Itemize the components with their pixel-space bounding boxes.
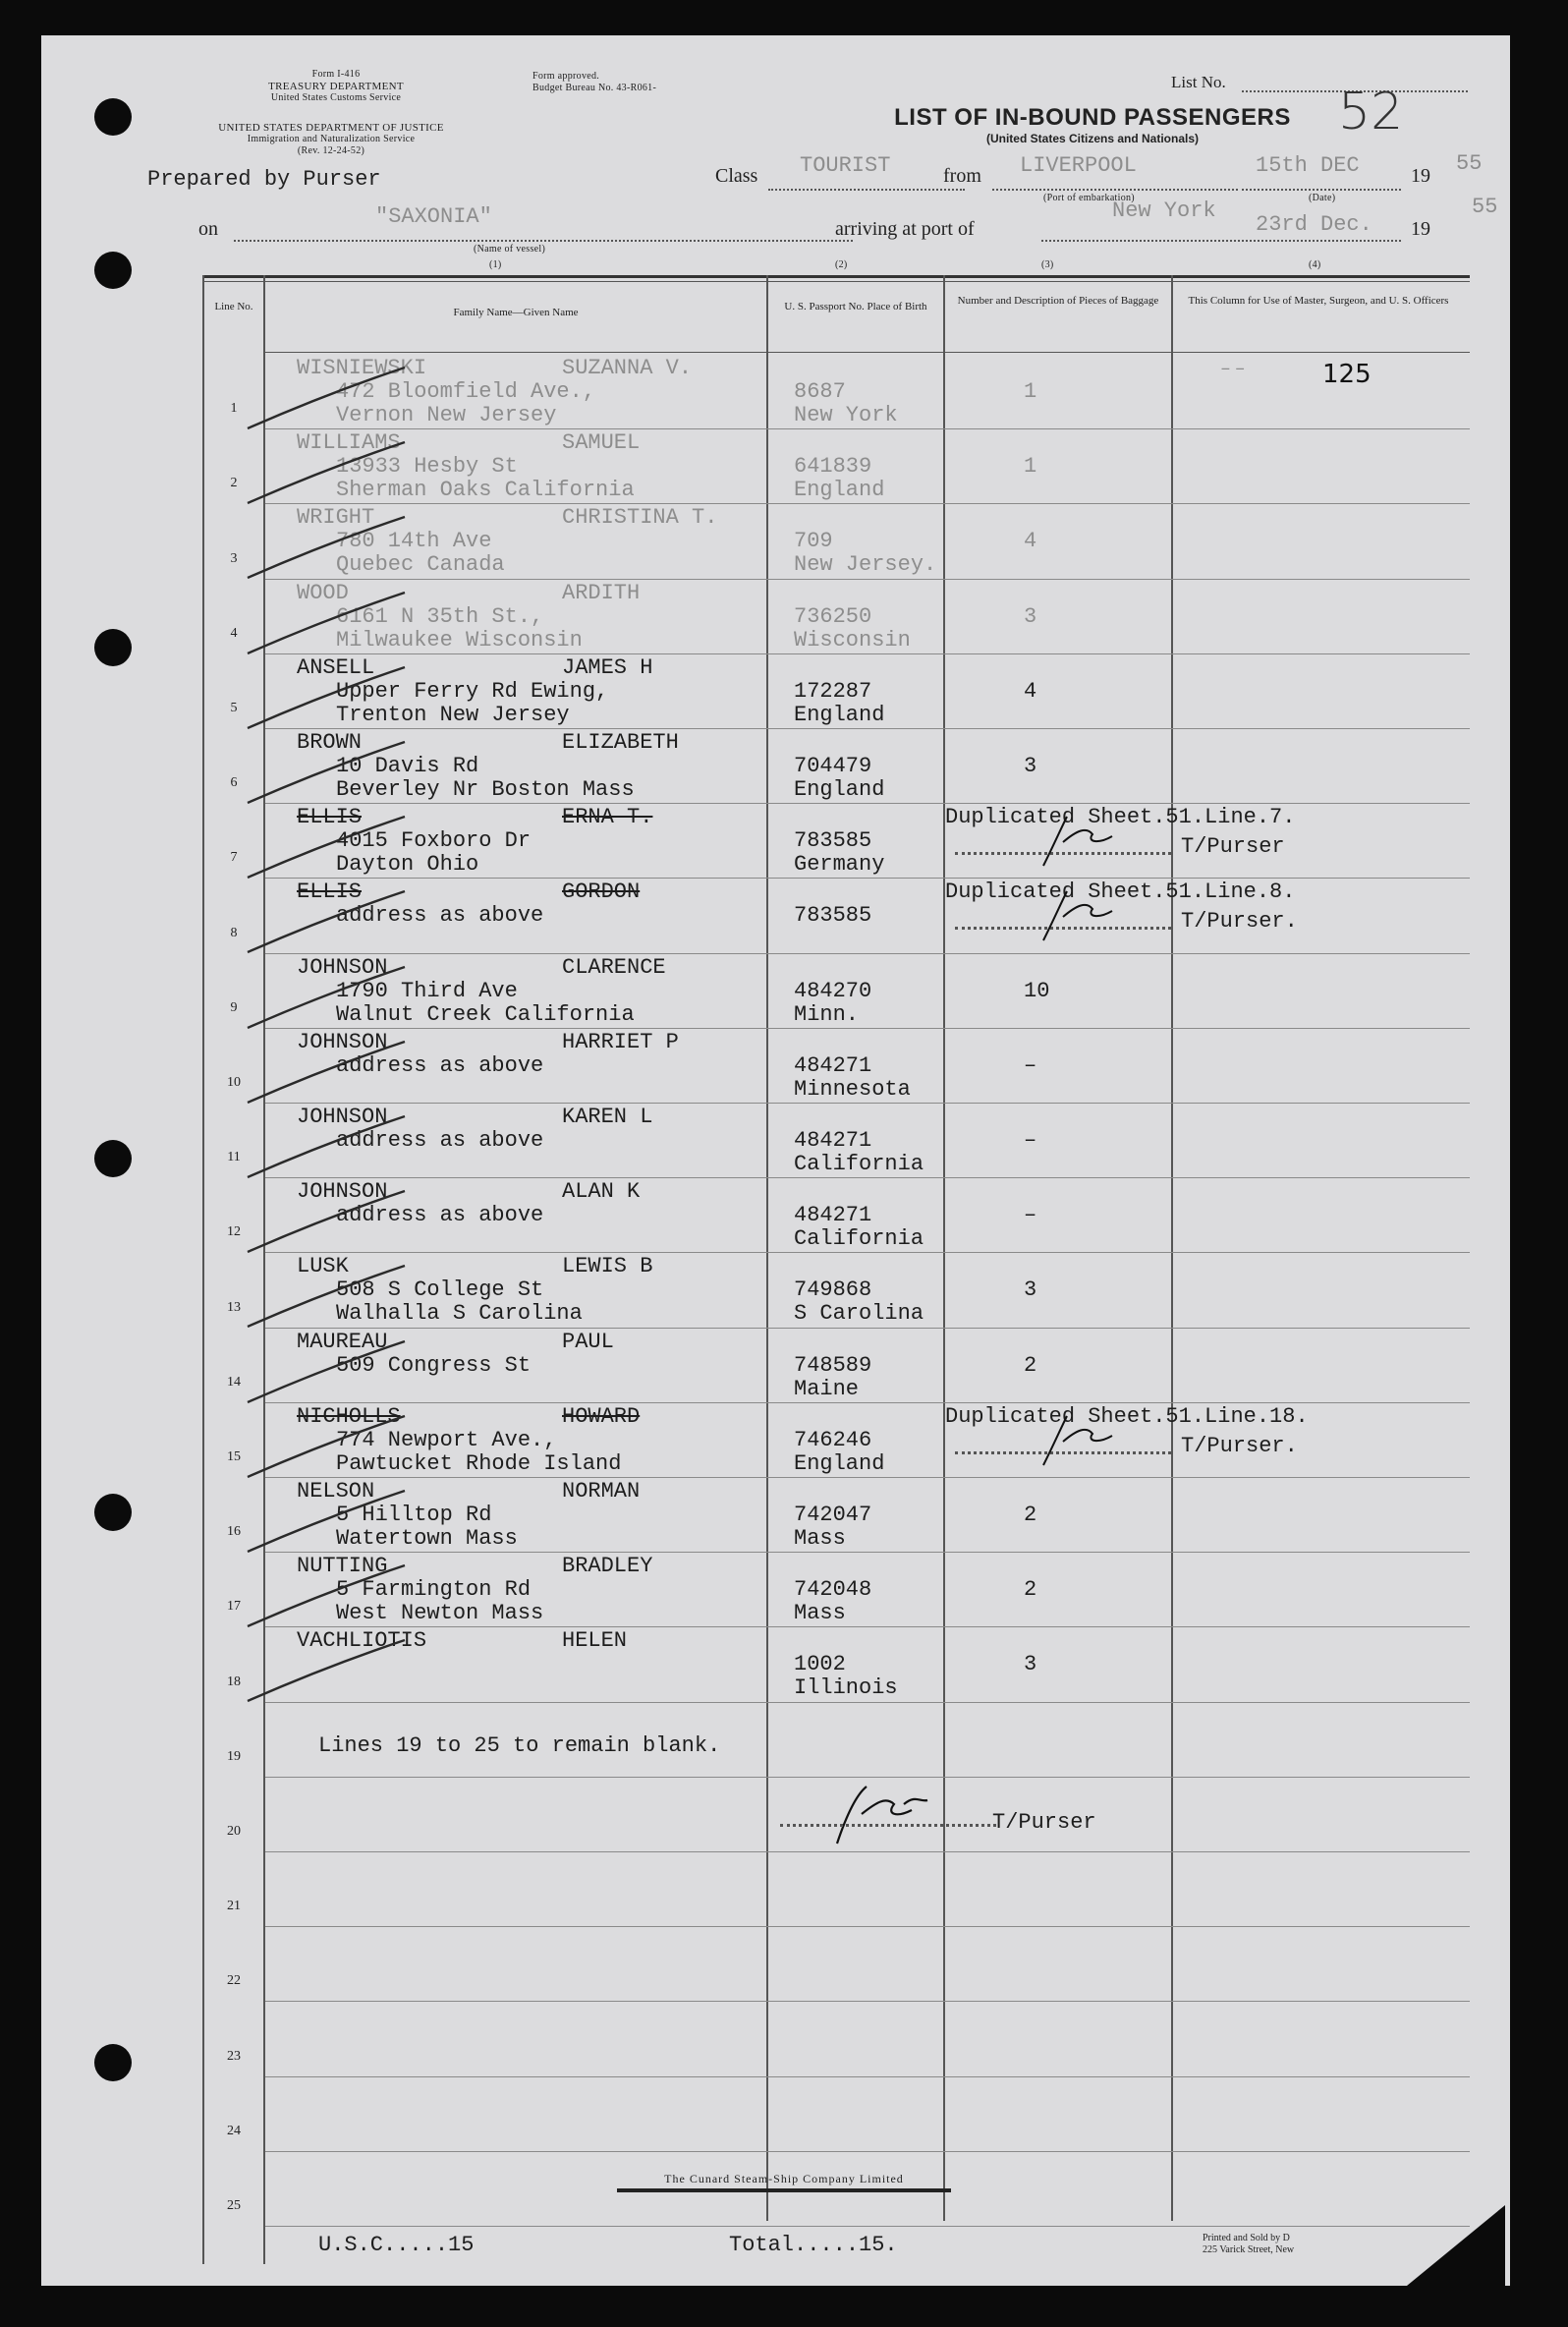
header-line-no: Line No. xyxy=(214,301,253,312)
checkoff-stroke xyxy=(238,358,415,436)
row-rule xyxy=(265,1103,1470,1104)
row-rule xyxy=(265,579,1470,580)
line-number: 14 xyxy=(227,1375,241,1390)
page-title: LIST OF IN-BOUND PASSENGERS xyxy=(894,104,1291,131)
line-number: 17 xyxy=(227,1599,241,1614)
line-number: 24 xyxy=(227,2124,241,2138)
given-name: SAMUEL xyxy=(562,430,641,455)
arrival-date: 23rd Dec. xyxy=(1256,212,1372,237)
checkoff-stroke xyxy=(238,507,415,586)
baggage-count: 3 xyxy=(1024,754,1037,778)
baggage-count: 10 xyxy=(1024,979,1050,1003)
address-line-1: 5 Farmington Rd xyxy=(336,1577,532,1602)
row-rule xyxy=(265,1252,1470,1253)
place-of-birth: New York xyxy=(794,403,898,427)
baggage-count: 3 xyxy=(1024,1652,1037,1676)
row-rule xyxy=(265,1177,1470,1178)
passport-number: 783585 xyxy=(794,903,872,928)
passport-number: 749868 xyxy=(794,1277,872,1302)
checkoff-stroke xyxy=(238,1256,415,1334)
baggage-count: 2 xyxy=(1024,1353,1037,1378)
from-value: LIVERPOOL xyxy=(1020,153,1137,178)
col-num-3: (3) xyxy=(1041,259,1054,270)
passport-number: 8687 xyxy=(794,379,846,404)
table-left-border xyxy=(202,275,204,2264)
address-line-2: West Newton Mass xyxy=(336,1601,544,1625)
row-rule xyxy=(265,1402,1470,1403)
line-number: 22 xyxy=(227,1973,241,1988)
checkoff-stroke xyxy=(238,657,415,736)
row-rule xyxy=(265,503,1470,504)
checkoff-stroke xyxy=(238,432,415,511)
usc-count: U.S.C.....15 xyxy=(318,2233,475,2257)
justice-block xyxy=(198,122,464,157)
row-rule xyxy=(265,2151,1470,2152)
address-line-2: Watertown Mass xyxy=(336,1526,518,1551)
col-num-1: (1) xyxy=(489,259,502,270)
address-line-1: 508 S College St xyxy=(336,1277,544,1302)
on-label: on xyxy=(198,218,218,240)
row-rule xyxy=(265,878,1470,879)
row-rule xyxy=(265,728,1470,729)
punch-hole xyxy=(94,2044,132,2081)
purser-title: T/Purser. xyxy=(1181,1434,1298,1458)
address-line-2: Pawtucket Rhode Island xyxy=(336,1451,622,1476)
vessel-line xyxy=(234,240,853,242)
baggage-count: – xyxy=(1024,1128,1037,1153)
embark-caption: (Port of embarkation) xyxy=(1043,193,1135,203)
company-name: The Cunard Steam-Ship Company Limited xyxy=(617,2172,951,2192)
baggage-count: 3 xyxy=(1024,604,1037,629)
line-number: 13 xyxy=(227,1300,241,1315)
line-number: 23 xyxy=(227,2049,241,2064)
address-line-1: 10 Davis Rd xyxy=(336,754,479,778)
row-rule xyxy=(265,1552,1470,1553)
treasury-dept: TREASURY DEPARTMENT xyxy=(268,81,404,92)
checkoff-stroke xyxy=(238,732,415,811)
row-rule xyxy=(265,1626,1470,1627)
list-number: 52 xyxy=(1338,83,1404,142)
checkoff-stroke xyxy=(238,1332,415,1410)
given-name: GORDON xyxy=(562,880,641,904)
family-name: ELLIS xyxy=(297,805,363,829)
address-line-2: Vernon New Jersey xyxy=(336,403,557,427)
family-name: WOOD xyxy=(297,581,349,605)
address-line-2: Walhalla S Carolina xyxy=(336,1301,583,1326)
line-number: 16 xyxy=(227,1524,241,1539)
place-of-birth: Wisconsin xyxy=(794,628,911,653)
passport-number: 746246 xyxy=(794,1428,872,1452)
line-number: 1 xyxy=(230,401,238,416)
row-rule xyxy=(265,2226,1470,2227)
line-number: 6 xyxy=(230,775,238,790)
blank-lines-remark: Lines 19 to 25 to remain blank. xyxy=(318,1733,721,1758)
table-top-rule-2 xyxy=(202,281,1470,282)
year-prefix: 19 xyxy=(1411,165,1430,187)
line-number: 3 xyxy=(230,551,238,566)
family-name: JOHNSON xyxy=(297,955,388,980)
passport-number: 783585 xyxy=(794,828,872,853)
row-rule xyxy=(265,1926,1470,1927)
col-num-2: (2) xyxy=(835,259,848,270)
total-count: Total.....15. xyxy=(729,2233,898,2257)
passport-number: 484271 xyxy=(794,1128,872,1153)
line-number: 10 xyxy=(227,1075,241,1090)
place-of-birth: Illinois xyxy=(794,1675,898,1700)
place-of-birth: Germany xyxy=(794,852,885,877)
budget-bureau: Budget Bureau No. 43-R061- xyxy=(532,83,657,93)
given-name: ALAN K xyxy=(562,1179,641,1204)
punch-hole xyxy=(94,1494,132,1531)
header-officers: This Column for Use of Master, Surgeon, and U. S. Officers xyxy=(1188,295,1449,307)
family-name: NELSON xyxy=(297,1479,375,1504)
line-number: 15 xyxy=(227,1449,241,1464)
baggage-count: – xyxy=(1024,1203,1037,1227)
place-of-birth: S Carolina xyxy=(794,1301,924,1326)
given-name: BRADLEY xyxy=(562,1554,653,1578)
place-of-birth: England xyxy=(794,1451,885,1476)
address-line-1: address as above xyxy=(336,1053,544,1078)
address-line-1: Upper Ferry Rd Ewing, xyxy=(336,679,609,704)
checkoff-stroke xyxy=(238,1556,415,1634)
name-divider xyxy=(766,275,768,2221)
line-number: 21 xyxy=(227,1899,241,1913)
line-number: 7 xyxy=(230,850,238,865)
date-value: 15th DEC xyxy=(1256,153,1360,178)
line-number: 9 xyxy=(230,1000,238,1015)
baggage-count: 4 xyxy=(1024,679,1037,704)
line-number: 20 xyxy=(227,1824,241,1839)
table-top-rule xyxy=(202,275,1470,278)
address-line-2: Trenton New Jersey xyxy=(336,703,570,727)
line-number: 25 xyxy=(227,2198,241,2213)
printer-address: 225 Varick Street, New xyxy=(1203,2244,1295,2255)
punch-hole xyxy=(94,252,132,289)
passport-number: 709 xyxy=(794,529,833,553)
baggage-count: 1 xyxy=(1024,454,1037,479)
address-line-1: 4015 Foxboro Dr xyxy=(336,828,532,853)
address-line-1: address as above xyxy=(336,1128,544,1153)
family-name: WILLIAMS xyxy=(297,430,401,455)
family-name: MAUREAU xyxy=(297,1330,388,1354)
checkoff-stroke xyxy=(238,881,415,960)
place-of-birth: California xyxy=(794,1226,924,1251)
punch-hole xyxy=(94,629,132,666)
place-of-birth: England xyxy=(794,703,885,727)
date-line xyxy=(1242,189,1401,191)
checkoff-stroke xyxy=(238,583,415,661)
printer-name: Printed and Sold by D xyxy=(1203,2233,1290,2243)
family-name: BROWN xyxy=(297,730,363,755)
given-name: HELEN xyxy=(562,1628,628,1653)
line-number: 2 xyxy=(230,476,238,490)
folded-corner xyxy=(1407,2205,1505,2286)
given-name: KAREN L xyxy=(562,1105,653,1129)
address-line-1: address as above xyxy=(336,1203,544,1227)
header-passport: U. S. Passport No. Place of Birth xyxy=(784,301,927,312)
passport-number: 1002 xyxy=(794,1652,846,1676)
family-name: WISNIEWSKI xyxy=(297,356,427,380)
page-subtitle: (United States Citizens and Nationals) xyxy=(985,132,1200,145)
passport-number: 484271 xyxy=(794,1053,872,1078)
row-rule xyxy=(265,653,1470,654)
baggage-count: 3 xyxy=(1024,1277,1037,1302)
signature-caption: T/Purser xyxy=(992,1810,1096,1835)
checkoff-stroke xyxy=(238,1181,415,1260)
checkoff-stroke xyxy=(238,1481,415,1560)
form-id-block xyxy=(218,69,454,104)
approval-block xyxy=(532,71,656,94)
class-label: Class xyxy=(715,165,758,187)
purser-title: T/Purser. xyxy=(1181,909,1298,934)
address-line-2: Dayton Ohio xyxy=(336,852,479,877)
duplicate-note: Duplicated Sheet.51.Line.18. xyxy=(945,1404,1309,1429)
arrival-port: New York xyxy=(1112,199,1216,223)
family-name: JOHNSON xyxy=(297,1030,388,1054)
form-approved: Form approved. xyxy=(532,71,600,82)
justice-dept: UNITED STATES DEPARTMENT OF JUSTICE xyxy=(218,122,444,134)
purser-initials xyxy=(1034,1406,1132,1475)
row-rule xyxy=(265,803,1470,804)
checkoff-stroke xyxy=(238,1406,415,1485)
row-rule xyxy=(265,1702,1470,1703)
row-rule xyxy=(265,1328,1470,1329)
passport-number: 484271 xyxy=(794,1203,872,1227)
arriving-label: arriving at port of xyxy=(835,218,975,240)
given-name: SUZANNA V. xyxy=(562,356,693,380)
given-name: ARDITH xyxy=(562,581,641,605)
prepared-by: Prepared by Purser xyxy=(147,167,381,192)
row-rule xyxy=(265,2001,1470,2002)
manifest-sheet xyxy=(41,35,1510,2286)
row-rule xyxy=(265,428,1470,429)
passport-number: 742047 xyxy=(794,1503,872,1527)
given-name: CLARENCE xyxy=(562,955,666,980)
place-of-birth: Mass xyxy=(794,1601,846,1625)
baggage-divider xyxy=(1171,275,1173,2221)
purser-title: T/Purser xyxy=(1181,834,1285,859)
family-name: JOHNSON xyxy=(297,1179,388,1204)
family-name: NICHOLLS xyxy=(297,1404,401,1429)
address-line-1: address as above xyxy=(336,903,544,928)
address-line-1: 472 Bloomfield Ave., xyxy=(336,379,596,404)
given-name: JAMES H xyxy=(562,655,653,680)
given-name: HOWARD xyxy=(562,1404,641,1429)
punch-hole xyxy=(94,1140,132,1177)
family-name: VACHLIOTIS xyxy=(297,1628,427,1653)
official-marks: –– xyxy=(1220,360,1250,379)
checkoff-stroke xyxy=(238,807,415,885)
form-number: Form I-416 xyxy=(311,69,361,80)
purser-initials xyxy=(1034,807,1132,876)
address-line-1: 774 Newport Ave., xyxy=(336,1428,557,1452)
place-of-birth: California xyxy=(794,1152,924,1176)
family-name: LUSK xyxy=(297,1254,349,1278)
address-line-1: 5 Hilltop Rd xyxy=(336,1503,492,1527)
address-line-2: Walnut Creek California xyxy=(336,1002,635,1027)
checkoff-stroke xyxy=(238,957,415,1036)
class-line xyxy=(768,189,965,191)
line-number: 18 xyxy=(227,1674,241,1689)
place-of-birth: Maine xyxy=(794,1377,860,1401)
passport-number: 742048 xyxy=(794,1577,872,1602)
passport-number: 641839 xyxy=(794,454,872,479)
address-line-2: Milwaukee Wisconsin xyxy=(336,628,583,653)
place-of-birth: England xyxy=(794,777,885,802)
given-name: LEWIS B xyxy=(562,1254,653,1278)
baggage-count: 2 xyxy=(1024,1503,1037,1527)
arrival-line xyxy=(1041,240,1401,242)
duplicate-note: Duplicated Sheet.51.Line.8. xyxy=(945,880,1296,904)
purser-signature xyxy=(817,1775,975,1853)
given-name: ELIZABETH xyxy=(562,730,679,755)
vessel-caption: (Name of vessel) xyxy=(474,244,546,255)
address-line-1: 13933 Hesby St xyxy=(336,454,518,479)
checkoff-stroke xyxy=(238,1032,415,1110)
place-of-birth: Minnesota xyxy=(794,1077,911,1102)
rev-date: (Rev. 12-24-52) xyxy=(297,145,365,156)
line-number: 11 xyxy=(227,1150,241,1164)
checkoff-stroke xyxy=(238,1630,415,1709)
passport-number: 172287 xyxy=(794,679,872,704)
class-value: TOURIST xyxy=(800,153,891,178)
given-name: PAUL xyxy=(562,1330,614,1354)
customs-service: United States Customs Service xyxy=(270,92,402,103)
given-name: CHRISTINA T. xyxy=(562,505,718,530)
passport-number: 736250 xyxy=(794,604,872,629)
line-number: 12 xyxy=(227,1224,241,1239)
place-of-birth: England xyxy=(794,478,885,502)
year-value: 55 xyxy=(1456,151,1483,176)
passport-number: 748589 xyxy=(794,1353,872,1378)
line-number: 4 xyxy=(230,626,238,641)
baggage-count: 1 xyxy=(1024,379,1037,404)
header-bottom-rule xyxy=(265,352,1470,353)
family-name: WRIGHT xyxy=(297,505,375,530)
place-of-birth: Minn. xyxy=(794,1002,860,1027)
family-name: JOHNSON xyxy=(297,1105,388,1129)
duplicate-note: Duplicated Sheet.51.Line.7. xyxy=(945,805,1296,829)
vessel-name: "SAXONIA" xyxy=(375,204,492,229)
passport-divider xyxy=(943,275,945,2221)
passport-number: 704479 xyxy=(794,754,872,778)
address-line-1: 780 14th Ave xyxy=(336,529,492,553)
given-name: HARRIET P xyxy=(562,1030,679,1054)
given-name: NORMAN xyxy=(562,1479,641,1504)
passport-number: 484270 xyxy=(794,979,872,1003)
from-label: from xyxy=(943,165,981,187)
checkoff-stroke xyxy=(238,1107,415,1185)
given-name: ERNA T. xyxy=(562,805,653,829)
list-no-label: List No. xyxy=(1171,73,1226,91)
baggage-count: 2 xyxy=(1024,1577,1037,1602)
address-line-2: Sherman Oaks California xyxy=(336,478,635,502)
printer-block xyxy=(1203,2233,1294,2256)
line-number: 19 xyxy=(227,1749,241,1764)
row-rule xyxy=(265,2076,1470,2077)
punch-hole xyxy=(94,98,132,136)
address-line-1: 6161 N 35th St., xyxy=(336,604,544,629)
date-caption: (Date) xyxy=(1309,193,1336,203)
address-line-2: Beverley Nr Boston Mass xyxy=(336,777,635,802)
official-note: 125 xyxy=(1322,360,1372,389)
header-name: Family Name—Given Name xyxy=(453,307,579,318)
row-rule xyxy=(265,1028,1470,1029)
header-baggage: Number and Description of Pieces of Baggage xyxy=(957,295,1159,307)
signature-dots xyxy=(780,1824,996,1827)
address-line-2: Quebec Canada xyxy=(336,552,505,577)
address-line-1: 509 Congress St xyxy=(336,1353,532,1378)
family-name: ANSELL xyxy=(297,655,375,680)
address-line-1: 1790 Third Ave xyxy=(336,979,518,1003)
baggage-count: 4 xyxy=(1024,529,1037,553)
col-num-4: (4) xyxy=(1309,259,1321,270)
baggage-count: – xyxy=(1024,1053,1037,1078)
purser-initials xyxy=(1034,881,1132,950)
family-name: ELLIS xyxy=(297,880,363,904)
row-rule xyxy=(265,1477,1470,1478)
line-number: 8 xyxy=(230,926,238,940)
place-of-birth: Mass xyxy=(794,1526,846,1551)
arrival-year: 55 xyxy=(1472,195,1498,219)
from-line xyxy=(992,189,1238,191)
place-of-birth: New Jersey. xyxy=(794,552,937,577)
family-name: NUTTING xyxy=(297,1554,388,1578)
row-rule xyxy=(265,953,1470,954)
ins-service: Immigration and Naturalization Service xyxy=(247,134,416,144)
line-number: 5 xyxy=(230,701,238,715)
arrival-year-prefix: 19 xyxy=(1411,218,1430,240)
